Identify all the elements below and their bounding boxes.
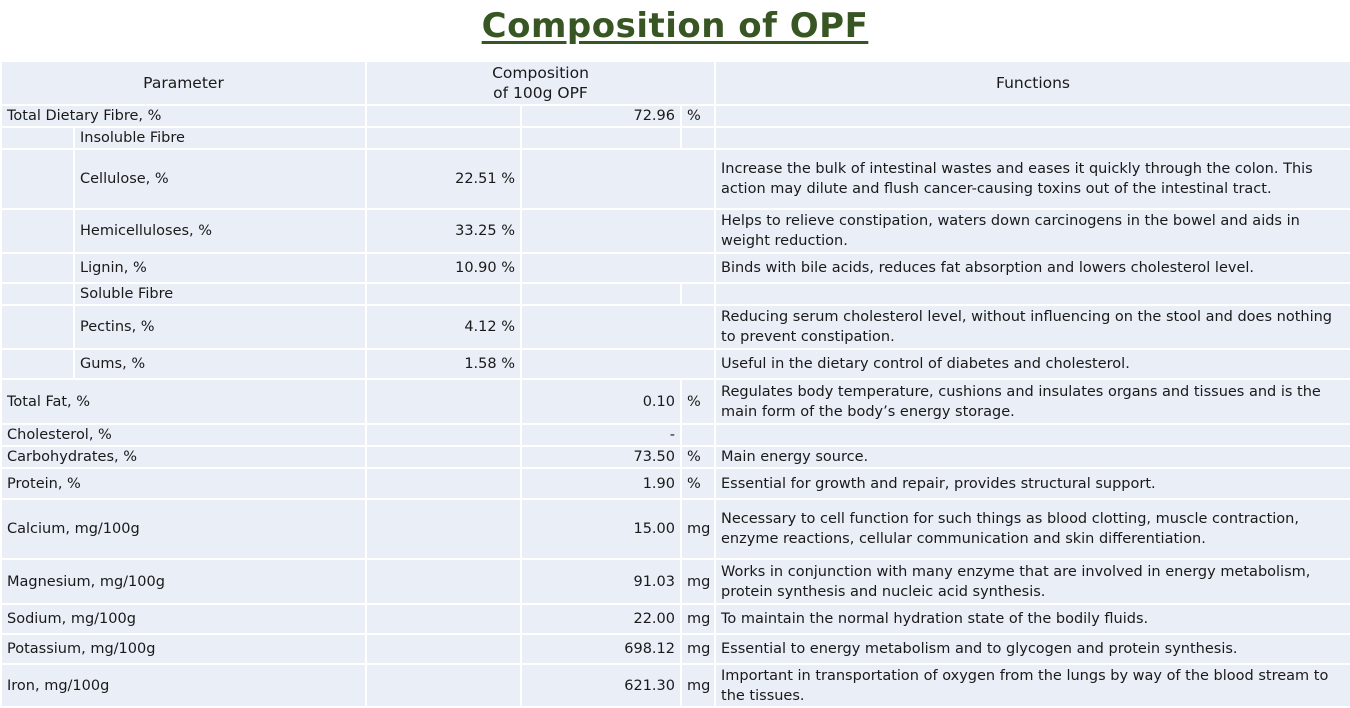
row-function: Important in transportation of oxygen from the lungs by way of the blood stream to the tissues. xyxy=(715,664,1350,707)
row-label: Potassium, mg/100g xyxy=(1,634,366,664)
row-function: Reducing serum cholesterol level, without influencing on the stool and does nothing to prevent constipation. xyxy=(715,305,1350,349)
page-title: Composition of OPF xyxy=(481,6,869,46)
row-total-value: 621.30 xyxy=(521,664,681,707)
row-function: Works in conjunction with many enzyme that are involved in energy metabolism, protein synthesis and nucleic acid synthesis. xyxy=(715,559,1350,604)
row-label: Total Dietary Fibre, % xyxy=(1,105,366,127)
row-function xyxy=(715,424,1350,446)
table-row xyxy=(1,424,1350,446)
table-row xyxy=(1,283,1350,305)
row-unit: mg xyxy=(681,559,715,604)
row-unit: % xyxy=(681,446,715,468)
row-label: Iron, mg/100g xyxy=(1,664,366,707)
row-total-value: 0.10 xyxy=(521,379,681,424)
row-label: Carbohydrates, % xyxy=(1,446,366,468)
row-total-value: 698.12 xyxy=(521,634,681,664)
table-row xyxy=(1,127,1350,149)
row-label: Lignin, % xyxy=(74,253,366,283)
table-row xyxy=(1,305,1350,349)
row-total-value: - xyxy=(521,424,681,446)
row-total-value: 15.00 xyxy=(521,499,681,559)
row-function: Main energy source. xyxy=(715,446,1350,468)
row-label: Pectins, % xyxy=(74,305,366,349)
row-total-value: 73.50 xyxy=(521,446,681,468)
table-row xyxy=(1,149,1350,209)
table-row xyxy=(1,604,1350,634)
row-function: Increase the bulk of intestinal wastes and eases it quickly through the colon. This action may dilute and flush cancer-causing toxins out of the intestinal tract. xyxy=(715,149,1350,209)
row-label: Magnesium, mg/100g xyxy=(1,559,366,604)
header-functions: Functions xyxy=(715,61,1350,105)
row-label: Protein, % xyxy=(1,468,366,499)
table-row xyxy=(1,634,1350,664)
table-row xyxy=(1,499,1350,559)
row-unit: mg xyxy=(681,499,715,559)
table-row xyxy=(1,379,1350,424)
row-unit: mg xyxy=(681,604,715,634)
row-function: To maintain the normal hydration state of the bodily fluids. xyxy=(715,604,1350,634)
table-row xyxy=(1,446,1350,468)
row-function: Helps to relieve constipation, waters down carcinogens in the bowel and aids in weight reduction. xyxy=(715,209,1350,253)
table-row xyxy=(1,559,1350,604)
row-unit: % xyxy=(681,468,715,499)
row-function: Necessary to cell function for such things as blood clotting, muscle contraction, enzyme reactions, cellular communication and skin differentiation. xyxy=(715,499,1350,559)
row-total-value: 72.96 xyxy=(521,105,681,127)
row-label: Total Fat, % xyxy=(1,379,366,424)
composition-table xyxy=(0,60,1350,708)
row-label: Gums, % xyxy=(74,349,366,379)
row-function: Binds with bile acids, reduces fat absorption and lowers cholesterol level. xyxy=(715,253,1350,283)
row-label: Cellulose, % xyxy=(74,149,366,209)
header-parameter: Parameter xyxy=(1,61,366,105)
section-label: Insoluble Fibre xyxy=(74,127,366,149)
row-function xyxy=(715,105,1350,127)
row-function: Regulates body temperature, cushions and insulates organs and tissues and is the main form of the body’s energy storage. xyxy=(715,379,1350,424)
row-unit: mg xyxy=(681,664,715,707)
table-row xyxy=(1,253,1350,283)
row-total-value: 22.00 xyxy=(521,604,681,634)
table-row xyxy=(1,468,1350,499)
table-row xyxy=(1,105,1350,127)
row-sub-value: 1.58 % xyxy=(366,349,521,379)
table-row xyxy=(1,664,1350,707)
row-sub-value: 10.90 % xyxy=(366,253,521,283)
row-function: Essential to energy metabolism and to glycogen and protein synthesis. xyxy=(715,634,1350,664)
row-label: Sodium, mg/100g xyxy=(1,604,366,634)
section-label: Soluble Fibre xyxy=(74,283,366,305)
row-sub-value: 22.51 % xyxy=(366,149,521,209)
row-label: Cholesterol, % xyxy=(1,424,366,446)
row-unit: mg xyxy=(681,634,715,664)
row-unit xyxy=(681,424,715,446)
row-unit: % xyxy=(681,379,715,424)
row-sub-value: 4.12 % xyxy=(366,305,521,349)
row-function: Essential for growth and repair, provides structural support. xyxy=(715,468,1350,499)
table-row xyxy=(1,349,1350,379)
row-unit: % xyxy=(681,105,715,127)
row-sub-value: 33.25 % xyxy=(366,209,521,253)
row-label: Calcium, mg/100g xyxy=(1,499,366,559)
row-total-value: 1.90 xyxy=(521,468,681,499)
row-label: Hemicelluloses, % xyxy=(74,209,366,253)
row-function: Useful in the dietary control of diabetes and cholesterol. xyxy=(715,349,1350,379)
header-composition: Composition of 100g OPF xyxy=(366,61,715,105)
table-row xyxy=(1,209,1350,253)
row-total-value: 91.03 xyxy=(521,559,681,604)
